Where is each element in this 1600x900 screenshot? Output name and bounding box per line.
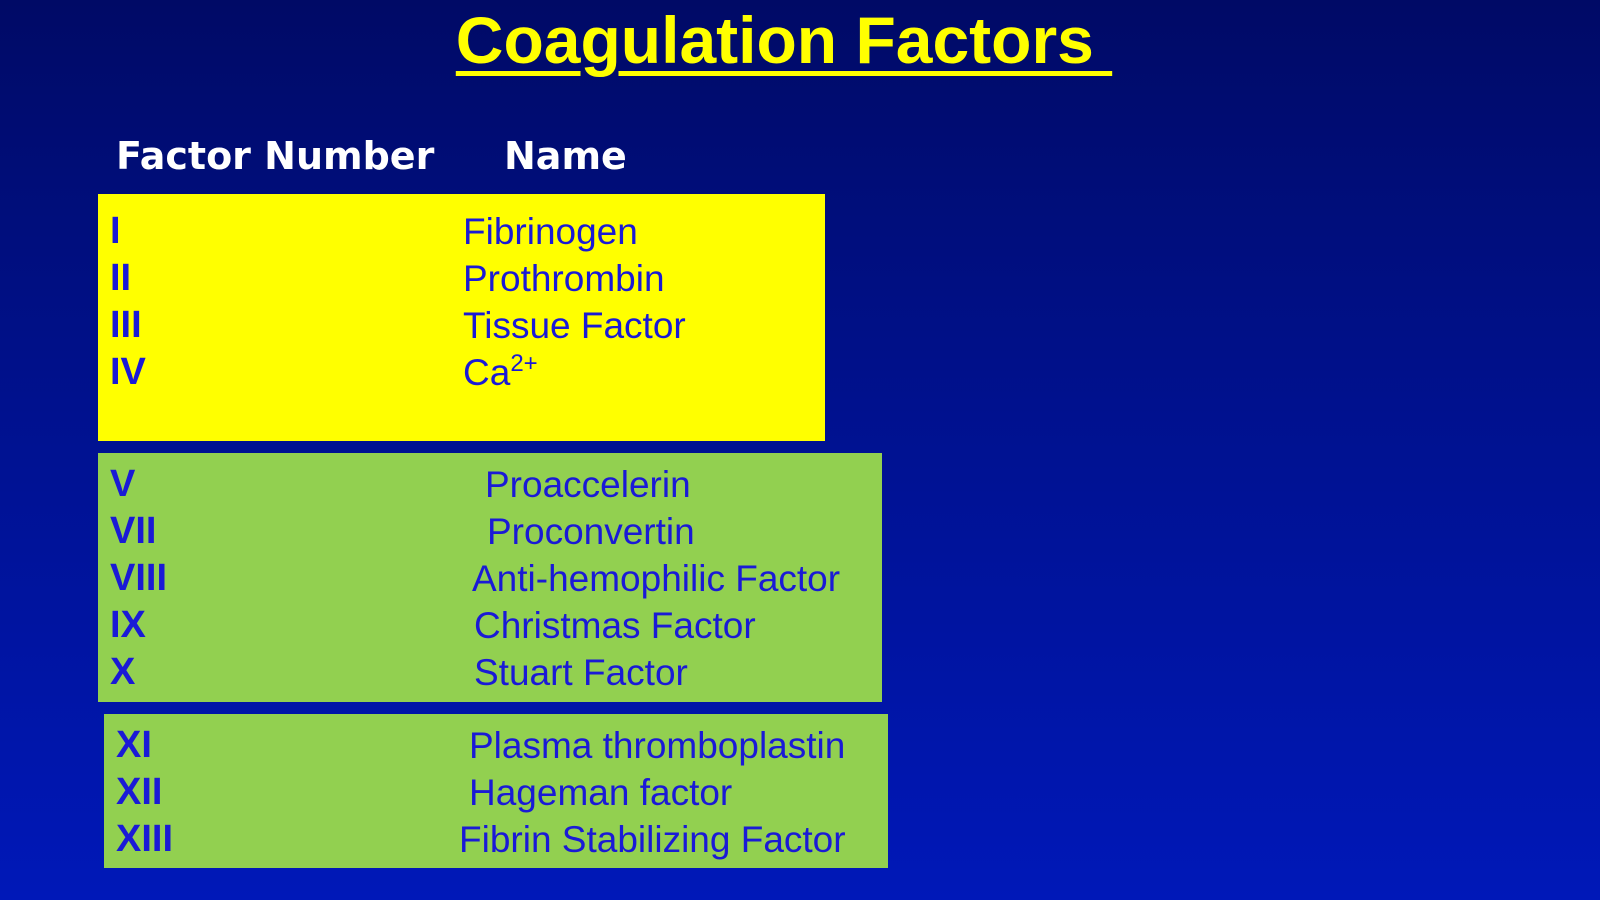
factor-row <box>98 602 882 649</box>
header-name: Name <box>504 134 627 178</box>
factor-row <box>104 816 888 863</box>
factor-number: VII <box>110 510 157 552</box>
factor-name: Stuart Factor <box>474 652 688 693</box>
factor-group-green-2 <box>104 714 888 868</box>
factor-name: Hageman factor <box>469 772 733 813</box>
factor-name: Prothrombin <box>463 258 665 299</box>
calcium-symbol: Ca <box>463 352 511 393</box>
factor-group-yellow <box>98 194 825 441</box>
header-factor-number: Factor Number <box>116 134 435 178</box>
factor-number: XII <box>116 771 163 813</box>
factor-name: Proconvertin <box>487 511 695 552</box>
factor-row <box>98 508 882 555</box>
factor-row <box>104 722 888 769</box>
factor-name: Fibrin Stabilizing Factor <box>459 819 846 860</box>
factor-number: V <box>110 463 136 505</box>
factor-row <box>104 769 888 816</box>
factor-name: Tissue Factor <box>463 305 686 346</box>
factor-row <box>98 461 882 508</box>
factor-row <box>98 649 882 696</box>
factor-name: Christmas Factor <box>474 605 756 646</box>
factor-number: VIII <box>110 557 168 599</box>
factor-name: Fibrinogen <box>463 211 638 252</box>
factor-number: XI <box>116 724 152 766</box>
factor-name: Anti-hemophilic Factor <box>472 558 841 599</box>
factor-row <box>98 349 825 396</box>
factor-row <box>98 208 825 255</box>
factor-name: Plasma thromboplastin <box>469 725 846 766</box>
factor-number: XIII <box>116 818 174 860</box>
factor-row <box>98 255 825 302</box>
factor-row <box>98 302 825 349</box>
calcium-charge: 2+ <box>510 350 538 377</box>
factor-number: IV <box>110 351 146 393</box>
factor-name: Proaccelerin <box>485 464 691 505</box>
factor-row <box>98 555 882 602</box>
factor-number: I <box>110 210 121 252</box>
slide-title: Coagulation Factors <box>455 3 1113 77</box>
factor-number: II <box>110 257 132 299</box>
factor-name-calcium <box>463 349 538 396</box>
factor-number: X <box>110 651 136 693</box>
factor-number: IX <box>110 604 146 646</box>
factor-number: III <box>110 304 142 346</box>
factor-group-green-1 <box>98 453 882 702</box>
